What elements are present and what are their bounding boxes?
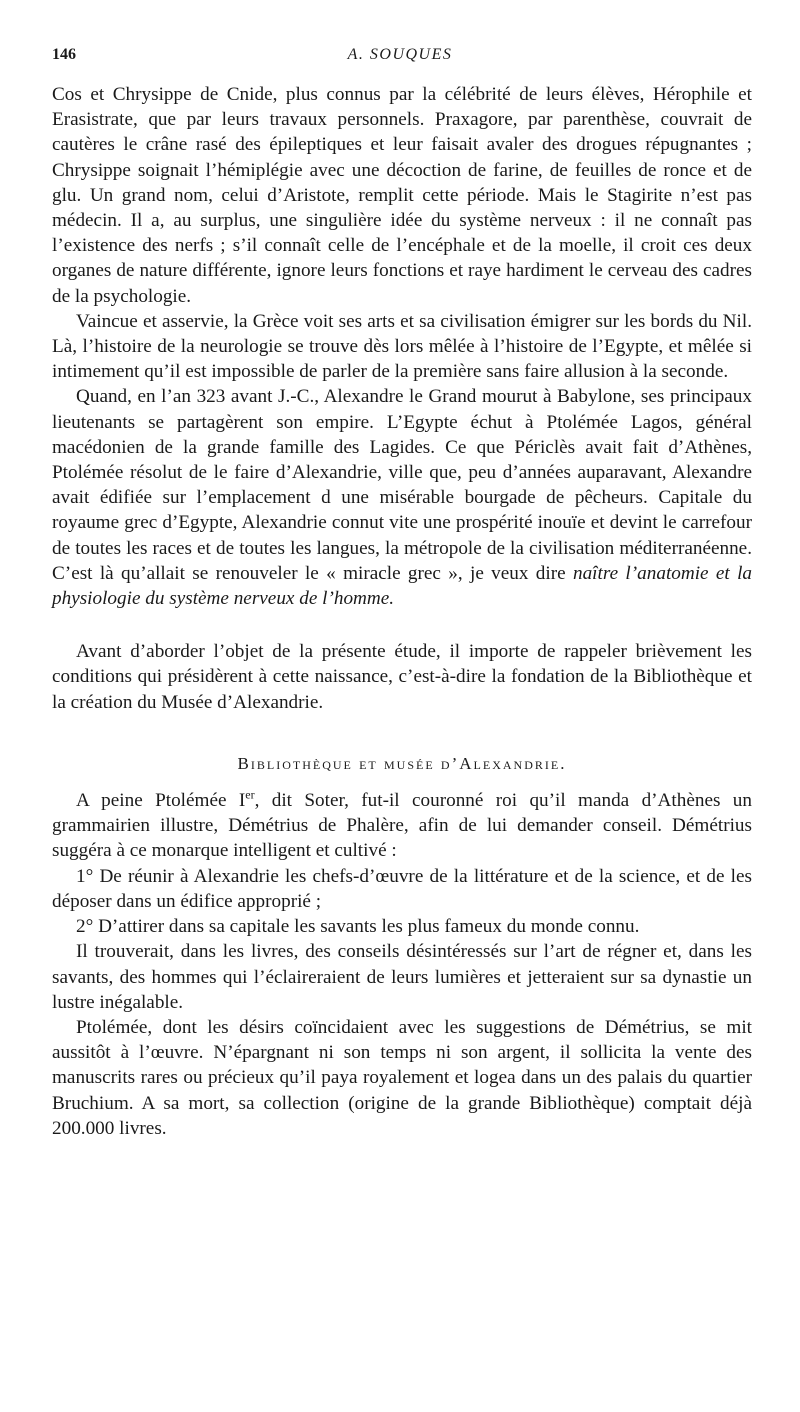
superscript: er [245,787,255,802]
italic-phrase: naître l’anatomie et la physiologie du système nerveux de l’homme. [52,562,753,610]
paragraph: Vaincue et asservie, la Grèce voit ses arts et sa civilisation émigrer sur les bords du Nil. Là, l’histoire de la neurologie se trouve dès lors mêlée à l’histoire de l’Egypte, et mêlée si intimement qu’il est impossible de parler de la première sans faire allusion à la seconde. [52,310,752,383]
running-title: A. SOUQUES [347,46,453,63]
paragraph [52,384,752,611]
paragraph-text: Quand, en l’an 323 avant J.-C., Alexandre le Grand mourut à Babylone, ses principaux lieutenants se partagèrent son empire. L’Egypte échut à Ptolémée Lagos, général macédonien de la grande famille des Lagides. Ce que Périclès avait fait d’Athènes, Ptolémée résolut de le faire d’Alexandrie, ville que, peu d’années auparavant, Alexandre avait édifiée sur l’emplacement d une misérable bourgade de pêcheurs. Capitale du royaume grec d’Egypte, Alexandrie connut vite une prospérité inouïe et devint le carrefour de toutes les races et de toutes les langues, la métropole de la civilisation méditerranéenne. C’est là qu’allait se renouveler le « miracle grec », je veux dire [52,386,752,584]
list-item: 1° De réunir à Alexandrie les chefs-d’œuvre de la littérature et de la science, et de les déposer dans un édifice approprié ; [52,865,752,912]
paragraph-text: A peine Ptolémée I [76,790,246,812]
paragraph: Il trouverait, dans les livres, des conseils désintéressés sur l’art de régner et, dans les savants, des hommes qui l’éclaireraient de leurs lumières et jetteraient sur sa dynastie un lustre inégalable. [52,941,752,1013]
paragraph-text: , dit Soter, fut-il couronné roi qu’il manda d’Athènes un grammairien illustre, Démétrius de Phalère, afin de lui demander conseil. Démétrius suggéra à ce monarque intelligent et cultivé : [52,790,752,862]
paragraph: Cos et Chrysippe de Cnide, plus connus par la célébrité de leurs élèves, Hérophile et Erasistrate, que par leurs travaux personnels. Praxagore, par parenthèse, couvrait de cautères le crâne rasé des épileptiques et leur faisait avaler des drogues répugnantes ; Chrysippe soignait l’hémiplégie avec une décoction de farine, de feuilles de ronce et de glu. Un grand nom, celui d’Aristote, remplit cette période. Mais le Stagirite n’est pas médecin. Il a, au surplus, une singulière idée du système nerveux : il ne connaît pas l’existence des nerfs ; s’il connaît celle de l’encéphale et de la moelle, il croit ces deux organes de nature différente, ignore leurs fonctions et raye hardiment le cerveau des cadres de la psychologie. [52,84,752,307]
list-item: 2° D’attirer dans sa capitale les savants les plus fameux du monde connu. [76,916,640,938]
paragraph: Avant d’aborder l’objet de la présente étude, il importe de rappeler brièvement les conditions qui présidèrent à cette naissance, c’est-à-dire la fondation de la Bibliothèque et la création du Musée d’Alexandrie. [52,641,752,713]
paragraph: Ptolémée, dont les désirs coïncidaient avec les suggestions de Démétrius, se mit aussitôt à l’œuvre. N’épargnant ni son temps ni son argent, il sollicita la vente des manuscrits rares ou précieux qu’il paya royalement et logea dans un des palais du quartier Bruchium. A sa mort, sa collection (origine de la grande Bibliothèque) comptait déjà 200.000 livres. [52,1016,752,1139]
page-number: 146 [52,46,76,63]
running-head [52,46,748,70]
page-body [52,82,752,1141]
paragraph [52,788,752,864]
section-heading: Bibliothèque et musée d’Alexandrie. [237,753,567,773]
